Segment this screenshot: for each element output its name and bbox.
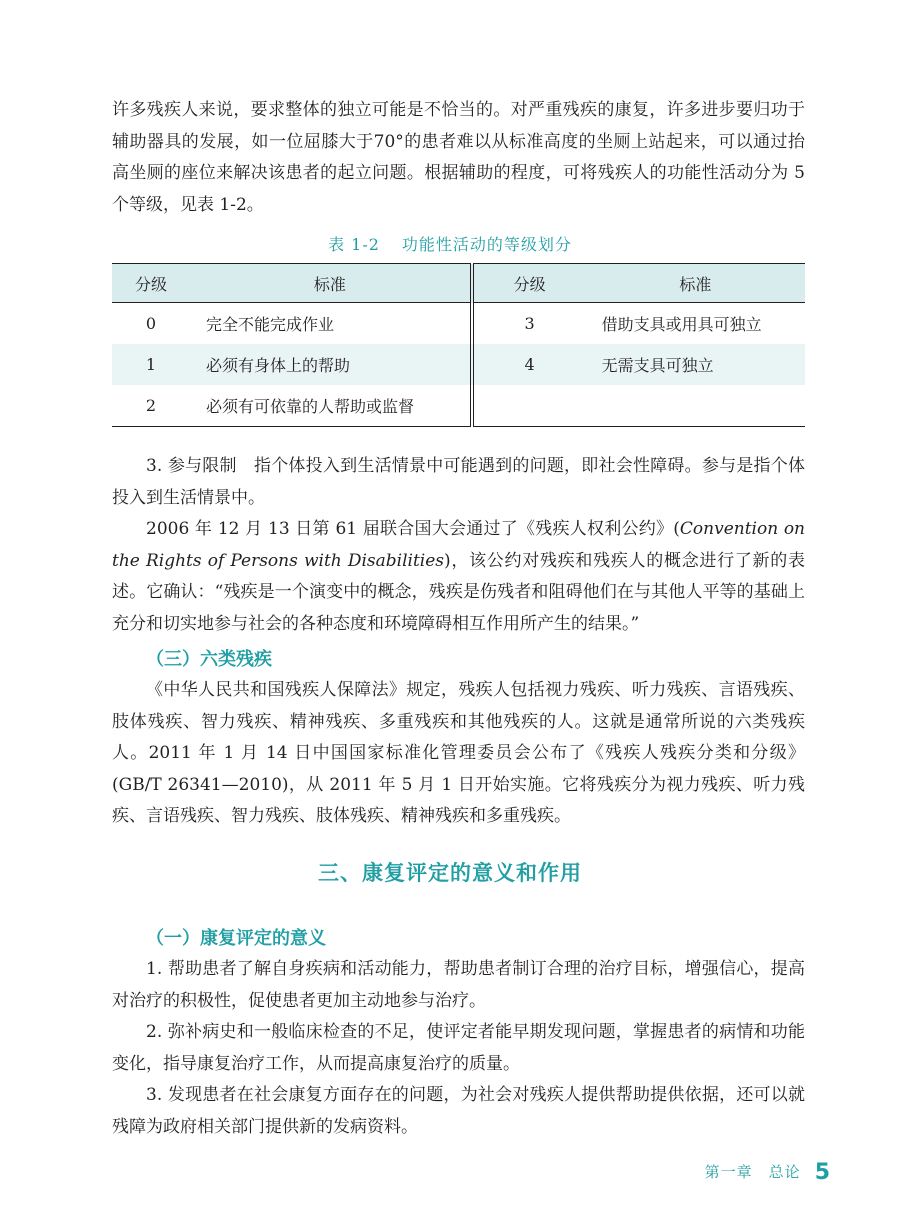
grade-cell: 1: [112, 344, 190, 385]
empty-cell: [586, 385, 805, 427]
paragraph-convention: [112, 514, 805, 640]
grade-table: [112, 263, 805, 427]
page-number: 5: [814, 1160, 830, 1185]
standard-cell: 必须有可依靠的人帮助或监督: [190, 385, 472, 427]
section-heading: 三、康复评定的意义和作用: [318, 861, 582, 885]
paragraph-intro: 许多残疾人来说，要求整体的独立可能是不恰当的。对严重残疾的康复，许多进步要归功于辅助器具的发展，如一位屈膝大于70°的患者难以从标准高度的坐厕上站起来，可以通过抬高坐厕的座位来解决该患者的起立问题。根据辅助的程度，可将残疾人的功能性活动分为 5 个等级，见表 1-2。: [112, 100, 805, 215]
table-header-standard: 标准: [190, 264, 472, 303]
table-header-row: [112, 264, 805, 303]
heading-six-types: （三）六类残疾: [146, 649, 272, 670]
paragraph-convention-part2: )，该公约对残疾和残疾人的概念进行了新的表述。它确认：“残疾是一个演变中的概念，残疾是伤残者和阻碍他们在与其他人平等的基础上充分和切实地参与社会的各种态度和环境障碍相互作用所产生的结果。”: [112, 550, 805, 634]
standard-cell: 借助支具或用具可独立: [601, 315, 762, 334]
paragraph-point-1: 1. 帮助患者了解自身疾病和活动能力，帮助患者制订合理的治疗目标，增强信心，提高对治疗的积极性，促使患者更加主动地参与治疗。: [112, 959, 805, 1011]
table-row: [112, 344, 805, 385]
grade-cell: 3: [472, 303, 586, 345]
paragraph-convention-part1: 2006 年 12 月 13 日第 61 届联合国大会通过了《残疾人权利公约》(: [146, 519, 680, 539]
table-caption-title: 功能性活动的等级划分: [401, 235, 572, 254]
paragraph-point-2: 2. 弥补病史和一般临床检查的不足，使评定者能早期发现问题，掌握患者的病情和功能变化，指导康复治疗工作，从而提高康复治疗的质量。: [112, 1022, 805, 1074]
table-caption-number: 表 1-2: [328, 235, 380, 254]
table-header-standard: 标准: [586, 264, 805, 303]
grade-cell: 4: [472, 344, 586, 385]
table-row: [112, 385, 805, 427]
page-footer: [705, 1160, 830, 1185]
paragraph-point-3: 3. 发现患者在社会康复方面存在的问题，为社会对残疾人提供帮助提供依据，还可以就残障为政府相关部门提供新的发病资料。: [112, 1085, 805, 1137]
grade-cell: 0: [145, 314, 157, 333]
convention-english-title: Convention on the Rights of Persons with Disabilities: [112, 519, 806, 571]
table-header-grade: 分级: [112, 264, 190, 303]
paragraph-participation: 3. 参与限制 指个体投入到生活情景中可能遇到的问题，即社会性障碍。参与是指个体投入到生活情景中。: [112, 456, 805, 508]
standard-cell: 完全不能完成作业: [206, 315, 335, 334]
standard-cell: 无需支具可独立: [586, 344, 805, 385]
grade-cell: 2: [112, 385, 190, 427]
standard-cell: 必须有身体上的帮助: [190, 344, 472, 385]
empty-cell: [472, 385, 586, 427]
heading-meaning: （一）康复评定的意义: [146, 928, 326, 949]
table-row: [112, 303, 805, 345]
table-caption: [0, 232, 900, 255]
paragraph-six-types: 《中华人民共和国残疾人保障法》规定，残疾人包括视力残疾、听力残疾、言语残疾、肢体残疾、智力残疾、精神残疾、多重残疾和其他残疾的人。这就是通常所说的六类残疾人。2011 年 1 月 14 日中国国家标准化管理委员会公布了《残疾人残疾分类和分级》(GB/T 26341—2010)，从 2011 年 5 月 1 日开始实施。它将残疾分为视力残疾、听力残疾、言语残疾、智力残疾、肢体残疾、精神残疾和多重残疾。: [112, 680, 805, 826]
table-header-grade: 分级: [472, 264, 586, 303]
chapter-label: 第一章 总论: [704, 1163, 801, 1181]
